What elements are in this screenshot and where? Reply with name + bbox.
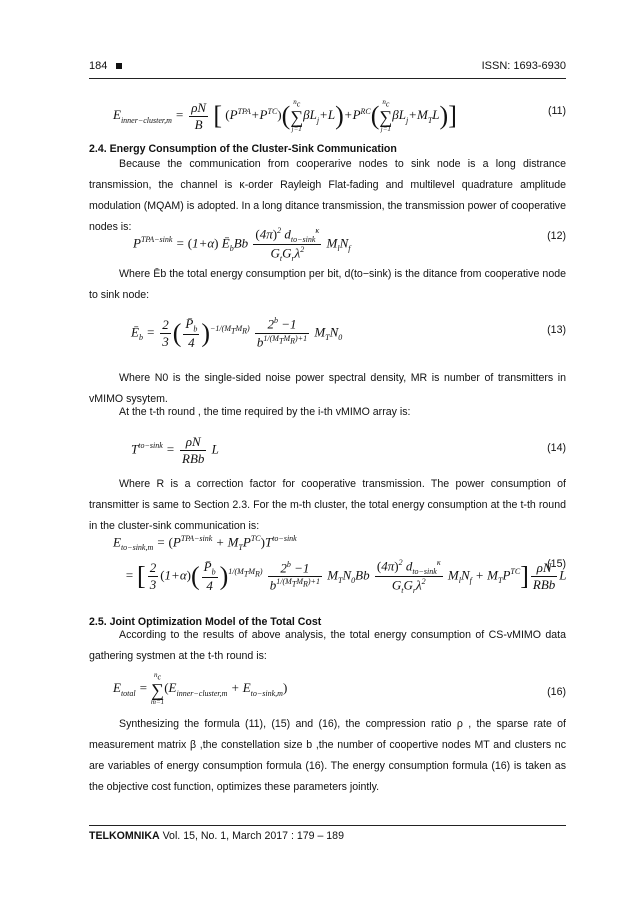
header-left bbox=[89, 60, 128, 74]
paragraph: Because the communication from cooperarive nodes to sink node is a long distrance transmission, the channel is κ-order Rayleigh Flat-fading and multilevel quadrature amplitude modulation (MQAM) is adopted. In a long ditance transmission, the transmission power of cooperative nodes is: bbox=[89, 158, 566, 233]
paragraph: Synthesizing the formula (11), (15) and (16), the compression ratio ρ , the sparse rate of measurement matrix β ,the constellation size b ,the number of coopertive nodes MT and clusters nc are variables of energy consumption formula (16). The energy consumption formula (16) is taken as the objective cost function, optimizes these parameters jointly. bbox=[89, 718, 566, 793]
equation-16: $E_{total}$ = $n_c$ ∑ m=1 $(E_{inner-cluster,m} + E_{to-sink,m})$ (16) bbox=[113, 671, 566, 707]
equation-number: (11) bbox=[547, 105, 566, 117]
section-heading: 2.5. Joint Optimization Model of the Total Cost bbox=[89, 616, 322, 628]
paragraph: Where N0 is the single-sided noise power spectral density, MR is number of transmitters in vMIMO sysytem. bbox=[89, 372, 566, 405]
square-bullet-icon bbox=[116, 63, 122, 69]
equation-14: $T^{to-sink}$ = $\frac{\rho N}{\text{RBb}}$ L (14) bbox=[131, 434, 566, 466]
paragraph: According to the results of above analysis, the total energy consumption of CS-vMIMO data gathering systmen at the t-th round is: bbox=[89, 629, 566, 662]
journal-details: Vol. 15, No. 1, March 2017 : 179 – 189 bbox=[162, 830, 344, 842]
equation-number: (14) bbox=[547, 442, 566, 454]
equation-13: $Ē_b$ = $\frac{2}{3}$ ( $\frac{P̄_b}{4}$ )$^{-1/(M_TM_R)}$ $\frac{2^b -1}{b^{1/(M_TM_R)+1}}$ $M_TN_0$ (13) bbox=[131, 316, 566, 350]
paragraph: At the t-th round , the time required by the i-th vMIMO array is: bbox=[119, 406, 411, 418]
equation-number: (15) bbox=[547, 558, 566, 570]
page-footer bbox=[89, 830, 344, 842]
equation-number: (13) bbox=[547, 324, 566, 336]
page-header bbox=[89, 60, 566, 74]
equation-12: $P^{TPA-sink} = (1+\alpha)$ $Ē_bBb$ $\frac{(4\pi)^2 d_{to-sink}^\kappa}{G_tG_r\lambda^2}$ $M_lN_f$ (12) bbox=[133, 226, 566, 263]
paragraph: Where Ēb the total energy consumption per bit, d(to−sink) is the ditance from cooperative node to sink node: bbox=[89, 268, 566, 301]
issn: ISSN: 1693-6930 bbox=[481, 60, 566, 72]
header-rule bbox=[89, 78, 566, 79]
equation-number: (12) bbox=[547, 230, 566, 242]
journal-name: TELKOMNIKA bbox=[89, 830, 160, 842]
equation-15: $E_{to-sink,m} = (P^{TPA-sink} + M_TP^{TC})T^{to-sink}$ = [ $\frac{2}{3}$ (1+α)( $\frac{P̄_b}{4}$ )$^{1/(M_TM_R)}$ $\frac{2^b -1}{b^{1/(M_TM_R)+1}}$ $M_TN_0Bb$ $\frac{(4\pi)^2 d_{to-sink}^\kappa}{G_tG_r\lambda^2}$ $M_lN_f + M_TP^{TC}$] $\frac{\rho N}{\text{RBb}}$ L (15) bbox=[113, 534, 567, 595]
page-number: 184 bbox=[89, 60, 108, 72]
section-heading: 2.4. Energy Consumption of the Cluster-Sink Communication bbox=[89, 143, 397, 155]
paragraph: Where R is a correction factor for cooperative transmission. The power consumption of transmitter is same to Section 2.3. For the m-th cluster, the total energy consumption at the t-th round in the cluster-sink communication is: bbox=[89, 478, 566, 532]
footer-rule bbox=[89, 825, 566, 826]
equation-11: $E_{inner-cluster,m}$ = $\frac{\rho N}{B}$ [ $(P^{TPA}+P^{TC})$( $n_c$ ∑ j=1 $\beta L_j+L)+P^{RC}$( $n_c$ ∑ j=1 $\beta L_j+M_TL$)] (11) bbox=[113, 98, 566, 134]
equation-number: (16) bbox=[547, 686, 566, 698]
